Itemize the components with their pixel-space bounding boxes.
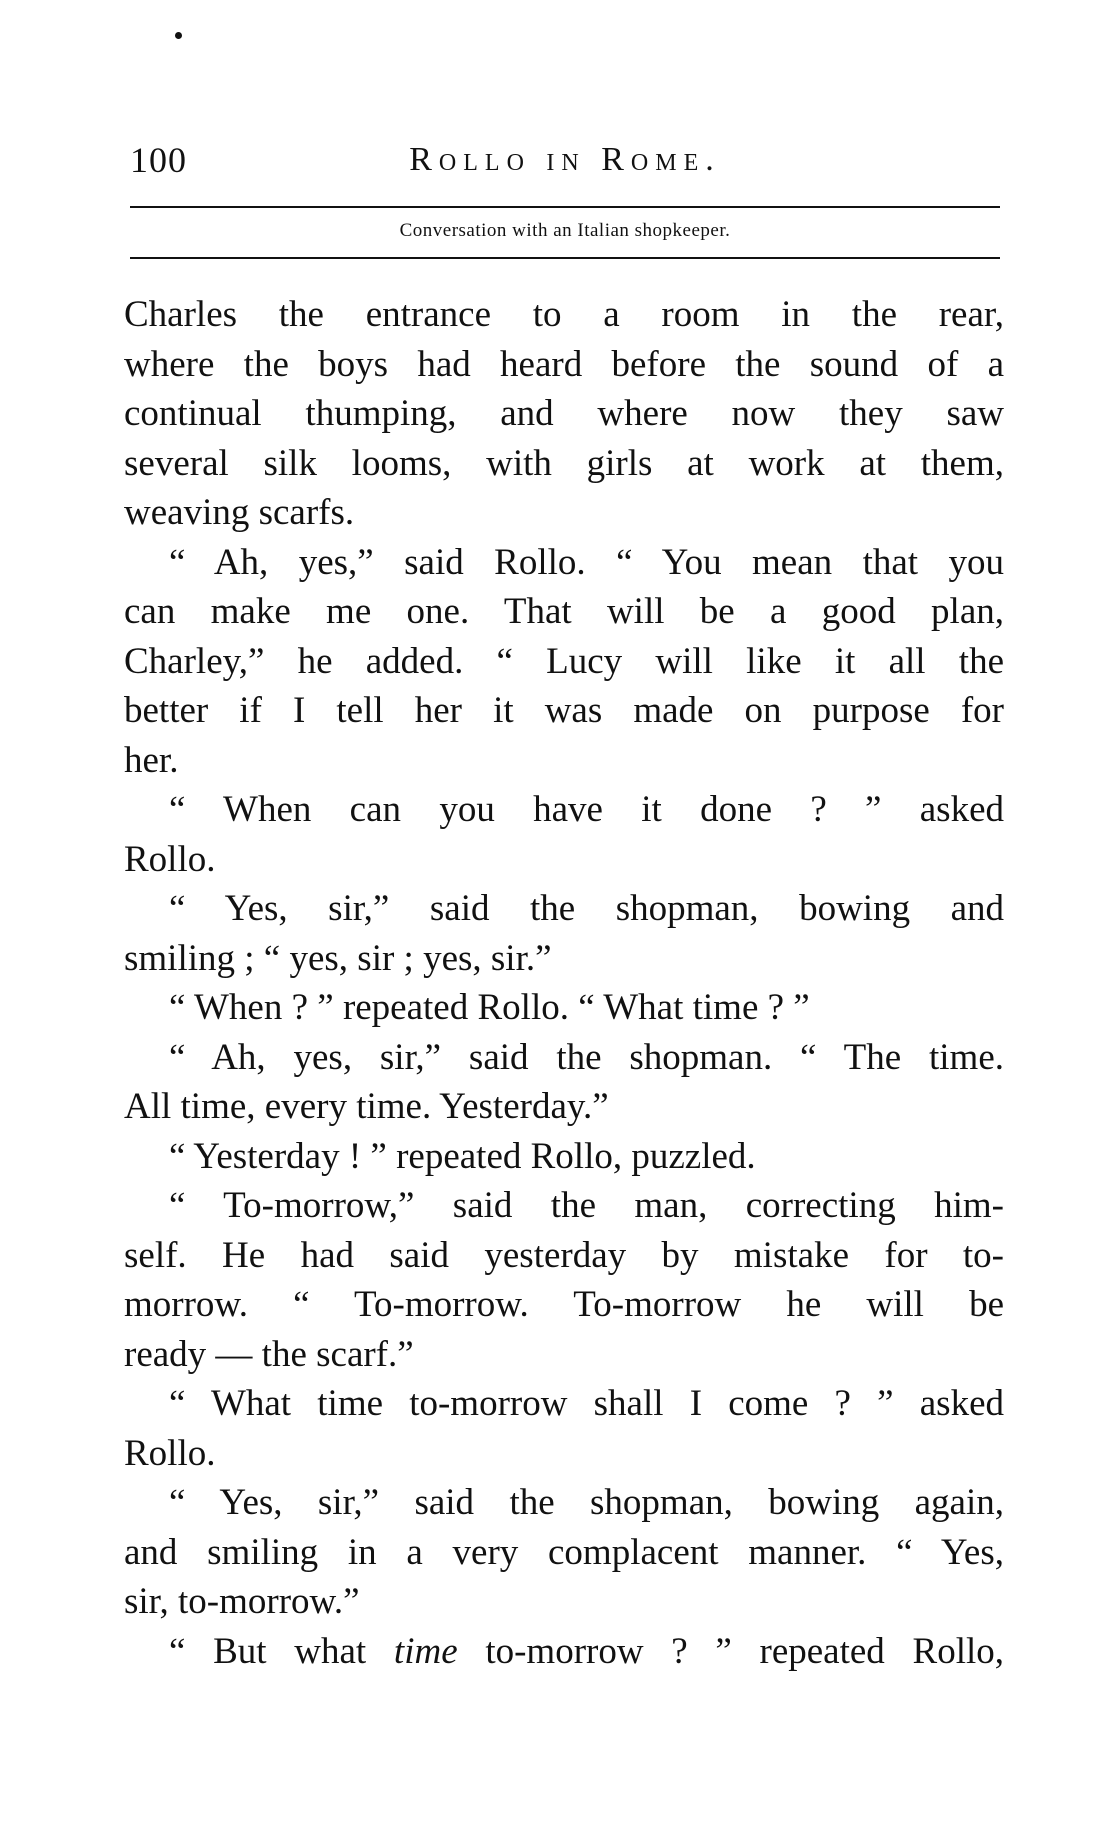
text-line: can make me one. That will be a good plan, xyxy=(124,591,1004,632)
text-line: sir, to-morrow.” xyxy=(124,1581,360,1622)
text-line: “ What time to-morrow shall I come ? ” asked xyxy=(169,1383,1004,1424)
text-line: weaving scarfs. xyxy=(124,492,355,533)
text-line: “ Yesterday ! ” repeated Rollo, puzzled. xyxy=(169,1135,756,1177)
section-subhead: Conversation with an Italian shopkeeper. xyxy=(399,220,731,241)
text-line: ready — the scarf.” xyxy=(124,1333,414,1375)
text-segment: to-morrow ? ” repeated Rollo, xyxy=(457,1630,1004,1672)
text-line: her. xyxy=(124,739,179,781)
header-rule-top xyxy=(130,206,1000,208)
text-line: and smiling in a very complacent manner. “ Yes, xyxy=(124,1531,1004,1573)
text-line: continual thumping, and where now they saw xyxy=(124,393,1004,434)
header-rule-bottom xyxy=(130,257,1000,259)
page-number: 100 xyxy=(130,140,187,180)
text-line: “ Yes, sir,” said the shopman, bowing and xyxy=(169,888,1004,929)
italic-word: time xyxy=(393,1630,458,1672)
text-line: Rollo. xyxy=(124,1432,216,1474)
text-line-with-italic xyxy=(124,1627,1004,1677)
text-line: several silk looms, with girls at work at them, xyxy=(124,442,1004,484)
text-line: Charley,” he added. “ Lucy will like it all the xyxy=(124,640,1004,682)
text-line: better if I tell her it was made on purpose for xyxy=(124,690,1004,731)
page-header xyxy=(130,140,1000,180)
body-text xyxy=(124,290,1004,1676)
text-line: “ To-morrow,” said the man, correcting him- xyxy=(169,1185,1004,1226)
running-title: Rollo in Rome. xyxy=(409,141,721,178)
text-line: “ When ? ” repeated Rollo. “ What time ? ” xyxy=(169,987,810,1028)
text-line: Rollo. xyxy=(124,838,216,880)
text-segment: “ But what xyxy=(169,1630,394,1672)
text-line: self. He had said yesterday by mistake for to- xyxy=(124,1234,1004,1276)
text-line: “ Yes, sir,” said the shopman, bowing again, xyxy=(169,1482,1004,1523)
text-line: smiling ; “ yes, sir ; yes, sir.” xyxy=(124,937,552,979)
print-speck xyxy=(175,32,182,39)
text-line: Charles the entrance to a room in the rear, xyxy=(124,294,1004,335)
text-line: “ Ah, yes,” said Rollo. “ You mean that you xyxy=(169,541,1004,583)
text-line: “ When can you have it done ? ” asked xyxy=(169,789,1004,830)
text-line: All time, every time. Yesterday.” xyxy=(124,1086,609,1127)
text-line: “ Ah, yes, sir,” said the shopman. “ The time. xyxy=(169,1036,1004,1078)
text-line: morrow. “ To-morrow. To-morrow he will be xyxy=(124,1284,1004,1325)
text-line: where the boys had heard before the sound of a xyxy=(124,343,1004,385)
